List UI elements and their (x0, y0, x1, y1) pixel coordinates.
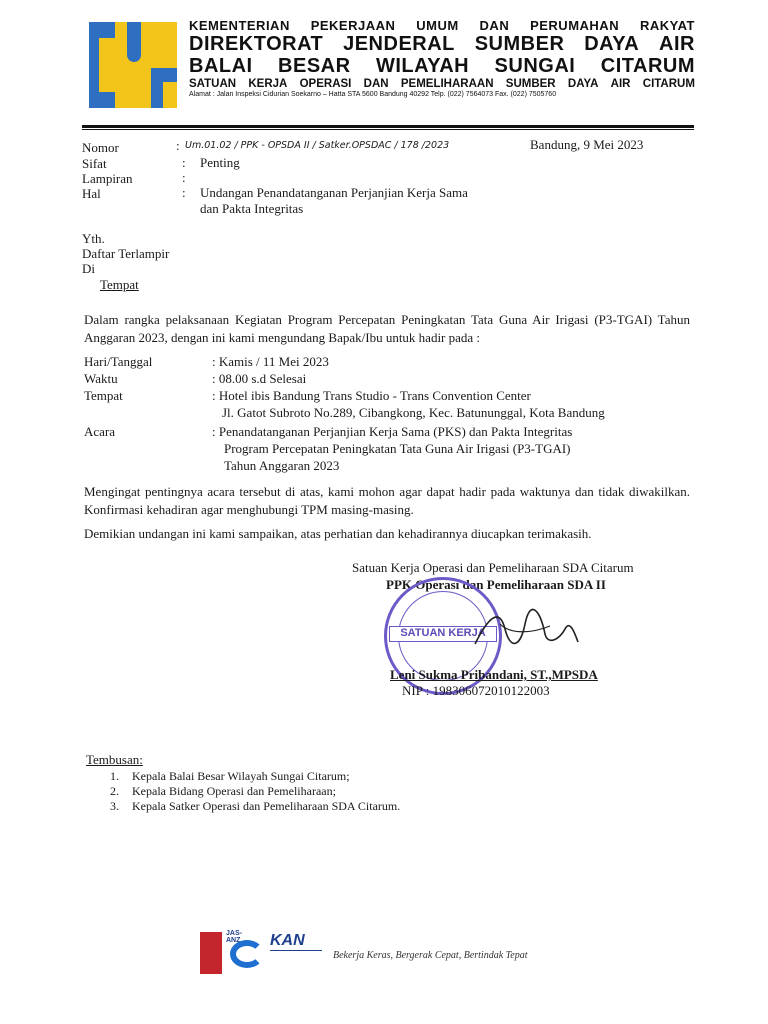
body-paragraph-2: Mengingat pentingnya acara tersebut di atas, kami mohon agar dapat hadir pada waktunya dan tidak diwakilkan. Konfirmasi kehadiran agar menghubungi TPM masing-masing. (84, 484, 690, 517)
hari-label: Hari/Tanggal (84, 354, 153, 369)
hal-line-1: Undangan Penandatanganan Perjanjian Kerja Sama (200, 185, 468, 200)
sifat-value: Penting (200, 155, 240, 170)
tempat-value-1: : Hotel ibis Bandung Trans Studio - Trans Convention Center (212, 388, 531, 403)
tempat-value-2: Jl. Gatot Subroto No.289, Cibangkong, Kec. Batununggal, Kota Bandung (222, 405, 605, 420)
cc-item-3: Kepala Satker Operasi dan Pemeliharaan SDA Citarum. (132, 799, 401, 813)
ministry-logo (89, 22, 177, 108)
recipient-di: Di (82, 261, 95, 276)
iso-cert-icon (200, 932, 222, 974)
letterhead-address: Alamat : Jalan Inspeksi Cidurian Soekarno – Hatta STA 5600 Bandung 40292 Telp. (022) 7564073 Fax. (022) 7505760 (189, 91, 557, 98)
signature-position: PPK Operasi dan Pemeliharaan SDA II (386, 577, 606, 592)
acara-value-1: : Penandatanganan Perjanjian Kerja Sama (PKS) dan Pakta Integritas (212, 424, 573, 439)
cc-item-1: Kepala Balai Besar Wilayah Sungai Citarum; (132, 769, 350, 783)
stamp-band: SATUAN KERJA (389, 626, 497, 642)
nomor-label: Nomor (82, 140, 119, 155)
acara-value-2: Program Percepatan Peningkatan Tata Guna Air Irigasi (P3-TGAI) (224, 441, 571, 456)
lampiran-label: Lampiran (82, 171, 133, 186)
signature-scribble (470, 604, 580, 654)
acara-label: Acara (84, 424, 116, 439)
signatory-nip: NIP : 198306072010122003 (402, 683, 550, 698)
recipient-yth: Yth. (82, 231, 105, 246)
recipient-list: Daftar Terlampir (82, 246, 170, 261)
body-paragraph-3: Demikian undangan ini kami sampaikan, atas perhatian dan kehadirannya diucapkan terimakasih. (84, 526, 592, 541)
cc-item-2: Kepala Bidang Operasi dan Pemeliharaan; (132, 784, 336, 798)
kan-underline (270, 950, 322, 951)
waktu-value: : 08.00 s.d Selesai (212, 371, 307, 386)
nomor-value: Um.01.02 / PPK - OPSDA II / Satker.OPSDAC / 178 /2023 (185, 140, 450, 151)
kan-logo: KAN (270, 932, 305, 949)
hal-colon: : (182, 185, 186, 200)
body-intro: Dalam rangka pelaksanaan Kegiatan Program Percepatan Peningkatan Tata Guna Air Irigasi (P3-TGAI) Tahun Anggaran 2023, dengan ini kami mengundang Bapak/Ibu untuk hadir pada : (84, 312, 690, 345)
hal-label: Hal (82, 186, 101, 201)
letterhead-satker: SATUAN KERJA OPERASI DAN PEMELIHARAAN SUMBER DAYA AIR CITARUM (189, 78, 695, 90)
cc-item-2-number: 2. (110, 784, 119, 798)
recipient-tempat: Tempat (100, 277, 139, 292)
cc-title: Tembusan: (86, 752, 143, 767)
g-cert-icon (230, 940, 264, 968)
nomor-colon: : (176, 138, 180, 153)
letter-date: Bandung, 9 Mei 2023 (530, 137, 644, 152)
signature-unit: Satuan Kerja Operasi dan Pemeliharaan SDA Citarum (352, 560, 634, 575)
cc-item-3-number: 3. (110, 799, 119, 813)
letterhead-directorate: DIREKTORAT JENDERAL SUMBER DAYA AIR (189, 33, 695, 55)
waktu-label: Waktu (84, 371, 118, 386)
sifat-label: Sifat (82, 156, 107, 171)
footer-motto: Bekerja Keras, Bergerak Cepat, Bertindak Tepat (333, 950, 528, 961)
hari-value: : Kamis / 11 Mei 2023 (212, 354, 329, 369)
jas-anz-label: JAS-ANZ (226, 930, 242, 944)
letterhead-divider-thin (82, 129, 694, 130)
cc-item-1-number: 1. (110, 769, 119, 783)
sifat-colon: : (182, 155, 186, 170)
letterhead (189, 18, 695, 98)
hal-line-2: dan Pakta Integritas (200, 201, 304, 216)
lampiran-colon: : (182, 170, 186, 185)
letterhead-balai: BALAI BESAR WILAYAH SUNGAI CITARUM (189, 55, 695, 77)
signatory-name: Leni Sukma Pribandani, ST.,MPSDA (390, 667, 598, 682)
acara-value-3: Tahun Anggaran 2023 (224, 458, 340, 473)
letterhead-divider (82, 125, 694, 128)
letterhead-ministry: KEMENTERIAN PEKERJAAN UMUM DAN PERUMAHAN RAKYAT (189, 18, 695, 33)
tempat-label: Tempat (84, 388, 123, 403)
